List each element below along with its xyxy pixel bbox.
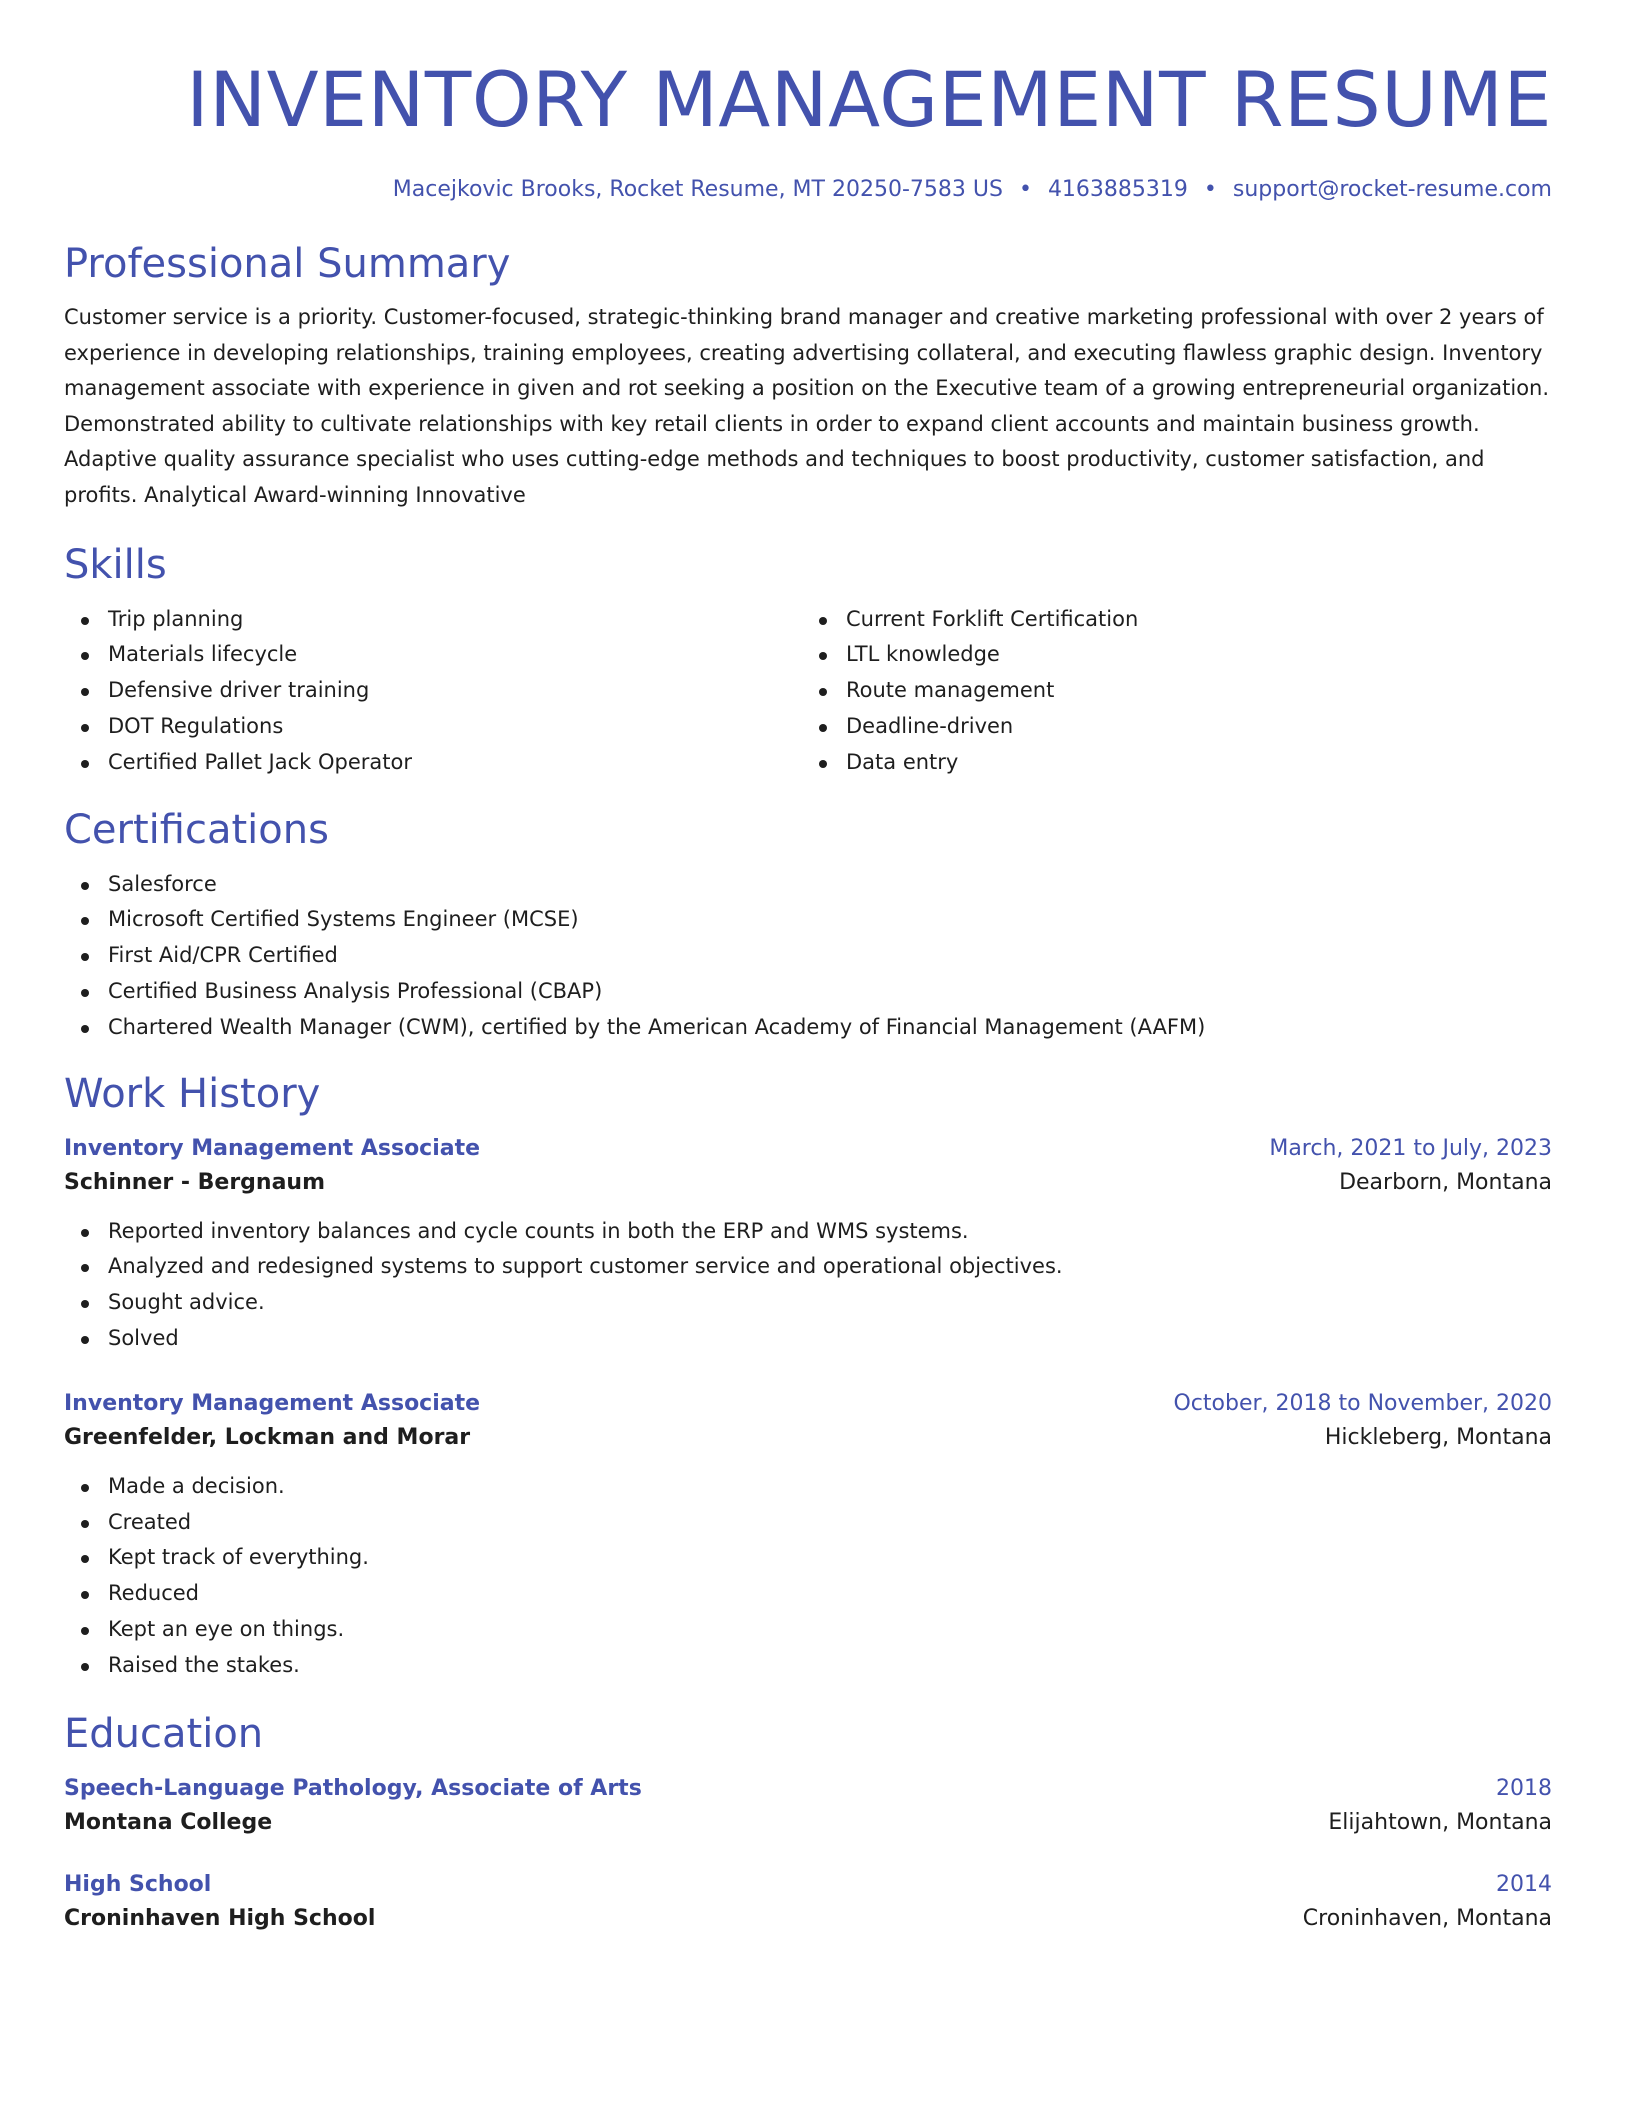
skill-item: Materials lifecycle xyxy=(64,637,802,673)
summary-text: Customer service is a priority. Customer-focused, strategic-thinking brand manager and creative marketing professional with over 2 years of experience in developing relationships, training employees, creating advertising collateral, and executing flawless graphic design. Inventory management associate with experience in given and rot seeking a position on the Executive team of a growing entrepreneurial organization. Demonstrated ability to cultivate relationships with key retail clients in order to expand client accounts and maintain business growth. Adaptive quality assurance specialist who uses cutting-edge methods and techniques to boost productivity, customer satisfaction, and profits. Analytical Award-winning Innovative xyxy=(64,305,1550,507)
skill-item: Route management xyxy=(802,673,1502,709)
job-dates: March, 2021 to July, 2023 xyxy=(1269,1135,1552,1161)
graduation-year: 2014 xyxy=(1496,1871,1552,1897)
education-entry-header xyxy=(64,1774,1552,1804)
job-duty-item: Raised the stakes. xyxy=(64,1648,1552,1684)
skills-grid xyxy=(64,602,1552,781)
skill-item: Current Forklift Certification xyxy=(802,602,1502,638)
job-duties-list xyxy=(64,1469,1552,1684)
education-entry-header xyxy=(64,1870,1552,1900)
degree-name: Speech-Language Pathology, Associate of Arts xyxy=(64,1775,642,1801)
job-duty-item: Kept track of everything. xyxy=(64,1540,1552,1576)
section-heading-skills: Skills xyxy=(64,541,167,588)
company-name: Greenfelder, Lockman and Morar xyxy=(64,1424,471,1450)
school-name: Croninhaven High School xyxy=(64,1905,376,1931)
skills-list-left xyxy=(64,602,802,781)
education-entry-subheader xyxy=(64,1900,1552,1938)
work-entry-header xyxy=(64,1389,1552,1419)
education-entry-subheader xyxy=(64,1804,1552,1842)
education-entry xyxy=(64,1774,1552,1842)
job-duty-item: Reported inventory balances and cycle counts in both the ERP and WMS systems. xyxy=(64,1214,1552,1250)
skill-item: DOT Regulations xyxy=(64,709,802,745)
work-entry-header xyxy=(64,1134,1552,1164)
section-heading-certifications: Certifications xyxy=(64,806,329,853)
skill-item: LTL knowledge xyxy=(802,637,1502,673)
graduation-year: 2018 xyxy=(1496,1775,1552,1801)
job-duty-item: Analyzed and redesigned systems to support customer service and operational objectives. xyxy=(64,1249,1552,1285)
contact-separator: • xyxy=(1018,177,1032,202)
job-location: Hickleberg, Montana xyxy=(1324,1424,1552,1450)
certification-item: Certified Business Analysis Professional (CBAP) xyxy=(64,974,1552,1010)
work-entry xyxy=(64,1134,1552,1357)
skill-item: Trip planning xyxy=(64,602,802,638)
certification-item: Chartered Wealth Manager (CWM), certified by the American Academy of Financial Management (AAFM) xyxy=(64,1010,1552,1046)
skill-item: Certified Pallet Jack Operator xyxy=(64,745,802,781)
job-duty-item: Kept an eye on things. xyxy=(64,1612,1552,1648)
section-heading-education: Education xyxy=(64,1710,264,1757)
education-entry xyxy=(64,1870,1552,1938)
certification-item: First Aid/CPR Certified xyxy=(64,938,1552,974)
work-entry-subheader xyxy=(64,1164,1552,1202)
job-duty-item: Made a decision. xyxy=(64,1469,1552,1505)
contact-separator: • xyxy=(1203,177,1217,202)
contact-email[interactable]: support@rocket-resume.com xyxy=(1232,177,1552,202)
skill-item: Data entry xyxy=(802,745,1502,781)
skill-item: Deadline-driven xyxy=(802,709,1502,745)
job-location: Dearborn, Montana xyxy=(1339,1169,1552,1195)
job-title: Inventory Management Associate xyxy=(64,1135,481,1161)
resume-title: INVENTORY MANAGEMENT RESUME xyxy=(186,55,1552,144)
section-heading-work-history: Work History xyxy=(64,1070,321,1117)
contact-address: Macejkovic Brooks, Rocket Resume, MT 20250-7583 US xyxy=(392,177,1003,202)
skills-list-right xyxy=(802,602,1502,781)
contact-phone: 4163885319 xyxy=(1047,177,1188,202)
job-duty-item: Created xyxy=(64,1505,1552,1541)
job-duty-item: Sought advice. xyxy=(64,1285,1552,1321)
school-location: Elijahtown, Montana xyxy=(1328,1809,1552,1835)
job-duties-list xyxy=(64,1214,1552,1357)
degree-name: High School xyxy=(64,1871,212,1897)
section-heading-summary: Professional Summary xyxy=(64,241,511,287)
school-location: Croninhaven, Montana xyxy=(1302,1905,1552,1931)
certification-item: Microsoft Certified Systems Engineer (MCSE) xyxy=(64,902,1552,938)
resume-header xyxy=(64,52,1552,205)
work-entry-subheader xyxy=(64,1419,1552,1457)
company-name: Schinner - Bergnaum xyxy=(64,1169,326,1195)
certification-item: Salesforce xyxy=(64,867,1552,903)
certifications-list xyxy=(64,867,1552,1046)
job-title: Inventory Management Associate xyxy=(64,1390,481,1416)
skill-item: Defensive driver training xyxy=(64,673,802,709)
contact-line xyxy=(64,175,1552,205)
job-duty-item: Solved xyxy=(64,1321,1552,1357)
job-dates: October, 2018 to November, 2020 xyxy=(1173,1390,1552,1416)
school-name: Montana College xyxy=(64,1809,273,1835)
work-entry xyxy=(64,1389,1552,1684)
job-duty-item: Reduced xyxy=(64,1576,1552,1612)
